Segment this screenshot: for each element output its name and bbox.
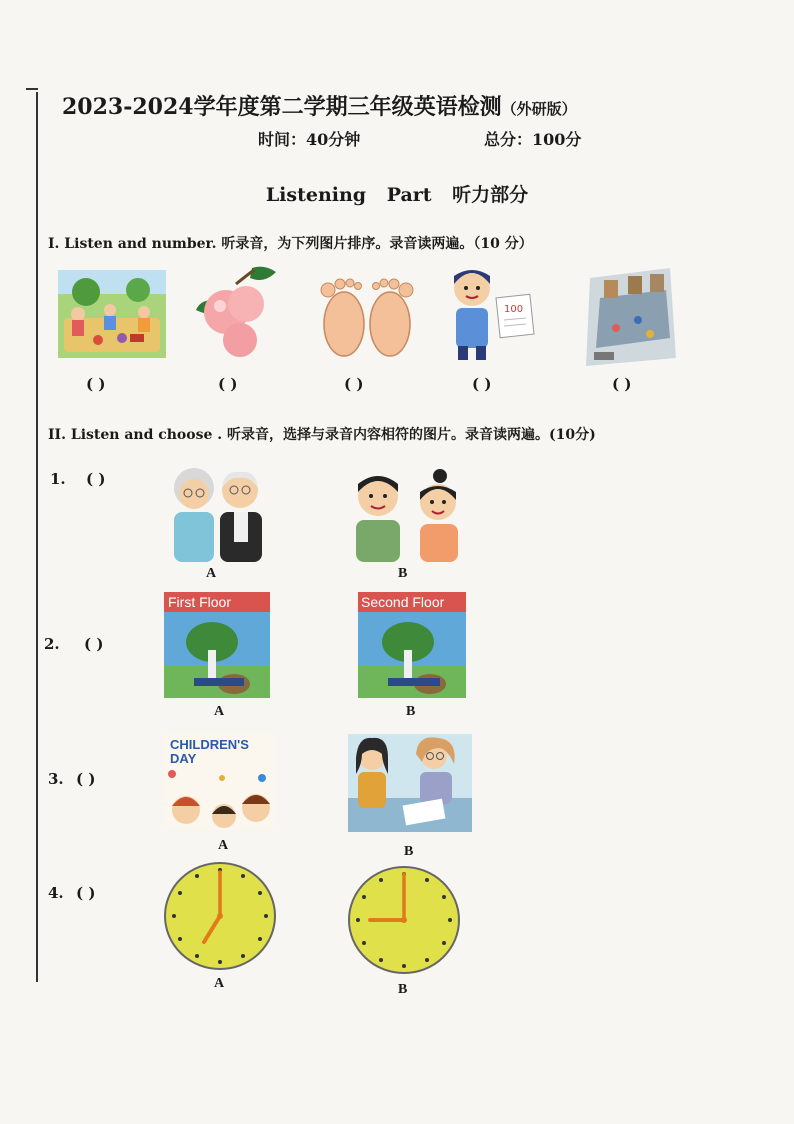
q4-option-b-label: B [398,982,408,997]
part-title: Listening Part 听力部分 [265,184,529,206]
clock-three-icon[interactable] [348,866,460,974]
first-floor-sign: First Floor [168,594,231,610]
childrens-day-banner: CHILDREN'S DAY [170,737,249,766]
margin-tick [26,88,38,90]
answer-blank-1[interactable]: ( ) [86,375,106,393]
question-4-blank[interactable]: ( ) [76,884,96,902]
peach-icon [192,262,284,360]
svg-text:100: 100 [504,304,524,315]
answer-blank-2[interactable]: ( ) [218,375,238,393]
teacher-and-student-icon[interactable] [348,734,472,832]
q1-option-b-label: B [398,566,408,581]
second-floor-sign: Second Floor [361,594,445,610]
street-scene-icon [580,268,676,366]
question-4-number: 4. [48,884,64,902]
q2-option-a-label: A [214,704,225,719]
exam-title: 2023-2024学年度第二学期三年级英语检测（外研版） [62,94,577,120]
picnic-scene-icon [58,270,166,358]
tree [72,278,100,306]
question-2-blank[interactable]: ( ) [84,635,104,653]
q3-option-b-label: B [404,844,414,859]
section2-heading: II. Listen and choose . 听录音，选择与录音内容相符的图片。录音读两遍。(10分) [48,427,596,443]
answer-blank-3[interactable]: ( ) [344,375,364,393]
exam-score: 总分：100分 [484,130,582,149]
q1-option-a-label: A [206,566,217,581]
question-2-number: 2. [44,635,60,653]
grandparents-icon[interactable] [162,460,272,562]
answer-blank-4[interactable]: ( ) [472,375,492,393]
parents-icon[interactable] [346,466,468,562]
binding-margin-line [36,92,38,982]
clock-seven-icon[interactable] [164,862,276,970]
exam-time: 时间：40分钟 [258,130,361,149]
q3-option-a-label: A [218,838,229,853]
question-3-blank[interactable]: ( ) [76,770,96,788]
section1-heading: I. Listen and number. 听录音，为下列图片排序。录音读两遍。（10 分） [48,236,533,252]
q2-option-b-label: B [406,704,416,719]
boy-with-test-paper-icon [442,262,542,362]
question-3-number: 3. [48,770,64,788]
answer-blank-5[interactable]: ( ) [612,375,632,393]
q4-option-a-label: A [214,976,225,991]
question-1-blank[interactable]: ( ) [86,470,106,488]
question-1-number: 1. [50,470,66,488]
feet-icon [312,272,422,360]
